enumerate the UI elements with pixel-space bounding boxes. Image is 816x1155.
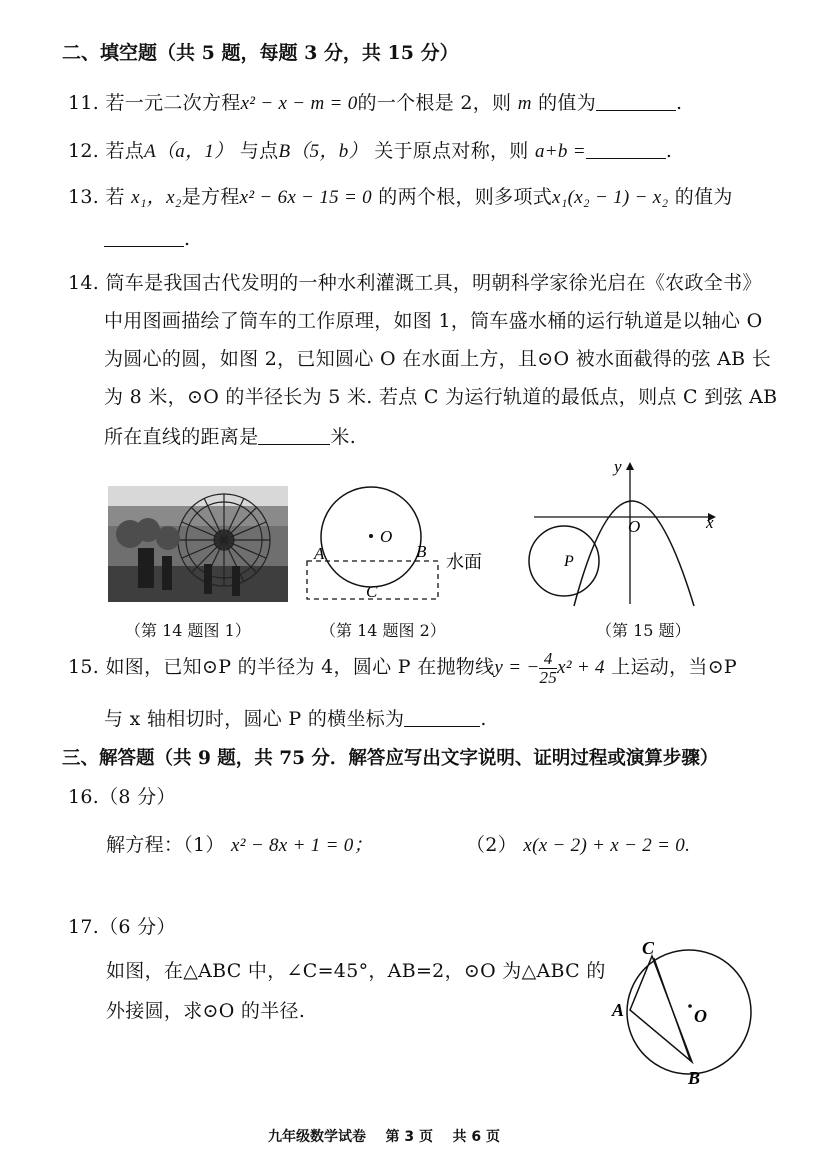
label-b: B	[688, 1068, 701, 1088]
answer-blank[interactable]	[586, 140, 666, 159]
question-text: 与 x 轴相切时，圆心 P 的横坐标为	[104, 708, 405, 730]
center-dot	[688, 1004, 692, 1008]
water-wheel-photo	[108, 486, 288, 602]
question-text: 上运动，当⊙P	[611, 656, 738, 678]
question-text: 若	[105, 186, 125, 208]
figure-14-1-caption: （第 14 题图 1）	[125, 621, 251, 640]
question-text: 的一个根是 2，则	[357, 92, 512, 114]
question-number: 11.	[68, 92, 100, 114]
label-a: A	[612, 1000, 625, 1020]
period: .	[665, 140, 673, 162]
answer-blank[interactable]	[596, 92, 676, 111]
root-x1: x₁，	[131, 187, 167, 208]
question-text: 与点	[239, 140, 279, 162]
label-origin: O	[628, 517, 641, 536]
figure-14-2-diagram	[300, 484, 500, 608]
question-14-line-1	[68, 268, 762, 295]
question-15-line-2	[104, 704, 487, 731]
question-16-header	[68, 782, 176, 809]
question-text: 的值为	[674, 186, 733, 208]
period: .	[676, 92, 683, 114]
triangle-abc	[630, 956, 692, 1062]
label-c: C	[366, 582, 378, 601]
label-a: A	[314, 544, 325, 563]
question-text: 米.	[330, 426, 357, 448]
expression: a+b =	[534, 141, 586, 162]
question-text: 如图，已知⊙P 的半径为 4，圆心 P 在抛物线	[105, 656, 495, 678]
label-p: P	[564, 553, 574, 570]
equation: x² − 6x − 15 = 0	[239, 187, 372, 208]
question-text: 是方程	[181, 186, 240, 208]
center-dot	[369, 534, 373, 538]
label-x: x	[706, 513, 714, 532]
question-13-answer-line	[104, 228, 190, 250]
question-15-line-1	[68, 650, 737, 686]
figure-17-diagram	[606, 934, 766, 1090]
y-axis-arrow	[626, 462, 634, 470]
question-score: （6 分）	[99, 916, 176, 938]
period: .	[480, 708, 487, 730]
question-number: 15.	[68, 656, 100, 678]
answer-blank[interactable]	[258, 426, 330, 445]
answer-blank[interactable]	[104, 228, 184, 247]
question-text: 若一元二次方程	[105, 92, 241, 114]
polynomial: x₁(x₂ − 1) − x₂	[552, 187, 669, 208]
question-text: 所在直线的距离是	[104, 426, 259, 448]
label-o: O	[380, 527, 393, 546]
label-water-surface: 水面	[446, 552, 482, 573]
root-x2: x₂	[166, 187, 182, 208]
question-14-line-3: 为圆心的圆，如图 2，已知圆心 O 在水面上方，且⊙O 被水面截得的弦 AB 长	[104, 348, 772, 370]
question-score: （8 分）	[99, 786, 176, 808]
figure-15-diagram	[526, 456, 726, 608]
question-number: 14.	[68, 272, 100, 294]
question-12	[68, 136, 672, 163]
question-16-part-1	[106, 830, 373, 857]
question-16-part-2	[466, 830, 690, 857]
fraction-numerator: 4	[539, 650, 557, 669]
question-text: 的两个根，则多项式	[378, 186, 552, 208]
equation: x² − x − m = 0	[240, 93, 358, 114]
equation-2: x(x − 2) + x − 2 = 0.	[523, 835, 691, 856]
page-footer: 九年级数学试卷 第 3 页 共 6 页	[268, 1129, 500, 1145]
point-b: B（5，b）	[278, 141, 368, 162]
figure-14-2-caption: （第 14 题图 2）	[320, 621, 446, 640]
question-14-line-5	[104, 422, 356, 449]
question-14-line-4: 为 8 米，⊙O 的半径长为 5 米. 若点 C 为运行轨道的最低点，则点 C 到弦 AB	[104, 386, 778, 408]
equation-1: x² − 8x + 1 = 0；	[231, 835, 373, 856]
question-text: 关于原点对称，则	[374, 140, 529, 162]
label-o: O	[694, 1006, 707, 1026]
question-number: 13.	[68, 186, 100, 208]
question-text: 解方程：（1）	[106, 834, 225, 856]
question-text: （2）	[466, 834, 517, 856]
question-17-line-1: 如图，在△ABC 中，∠C=45°，AB=2，⊙O 为△ABC 的	[106, 960, 606, 982]
label-c: C	[642, 938, 655, 958]
parabola-equation-rhs: x² + 4	[557, 657, 605, 678]
figure-15-caption: （第 15 题）	[596, 621, 691, 640]
variable: m	[517, 93, 532, 114]
question-text: 的值为	[538, 92, 596, 114]
question-number: 12.	[68, 140, 100, 162]
period: .	[184, 228, 191, 250]
question-17-line-2: 外接圆，求⊙O 的半径.	[106, 1000, 306, 1022]
answer-blank[interactable]	[404, 708, 480, 727]
section-3-heading: 三、解答题（共 9 题，共 75 分．解答应写出文字说明、证明过程或演算步骤）	[62, 748, 719, 769]
label-b: B	[416, 542, 427, 561]
label-y: y	[614, 457, 622, 476]
question-13	[68, 182, 733, 209]
fraction	[539, 650, 557, 686]
question-text: 筒车是我国古代发明的一种水利灌溉工具，明朝科学家徐光启在《农政全书》	[105, 272, 762, 294]
point-a: A（a，1）	[144, 141, 234, 162]
question-17-header	[68, 912, 176, 939]
section-2-heading: 二、填空题（共 5 题，每题 3 分，共 15 分）	[62, 42, 459, 64]
question-text: 若点	[105, 140, 145, 162]
question-number: 17.	[68, 916, 100, 938]
fraction-denominator: 25	[539, 668, 558, 687]
question-number: 16.	[68, 786, 100, 808]
parabola-equation-lhs: y = −	[494, 657, 540, 678]
question-14-line-2: 中用图画描绘了筒车的工作原理，如图 1，筒车盛水桶的运行轨道是以轴心 O	[104, 310, 763, 332]
question-11	[68, 88, 682, 115]
